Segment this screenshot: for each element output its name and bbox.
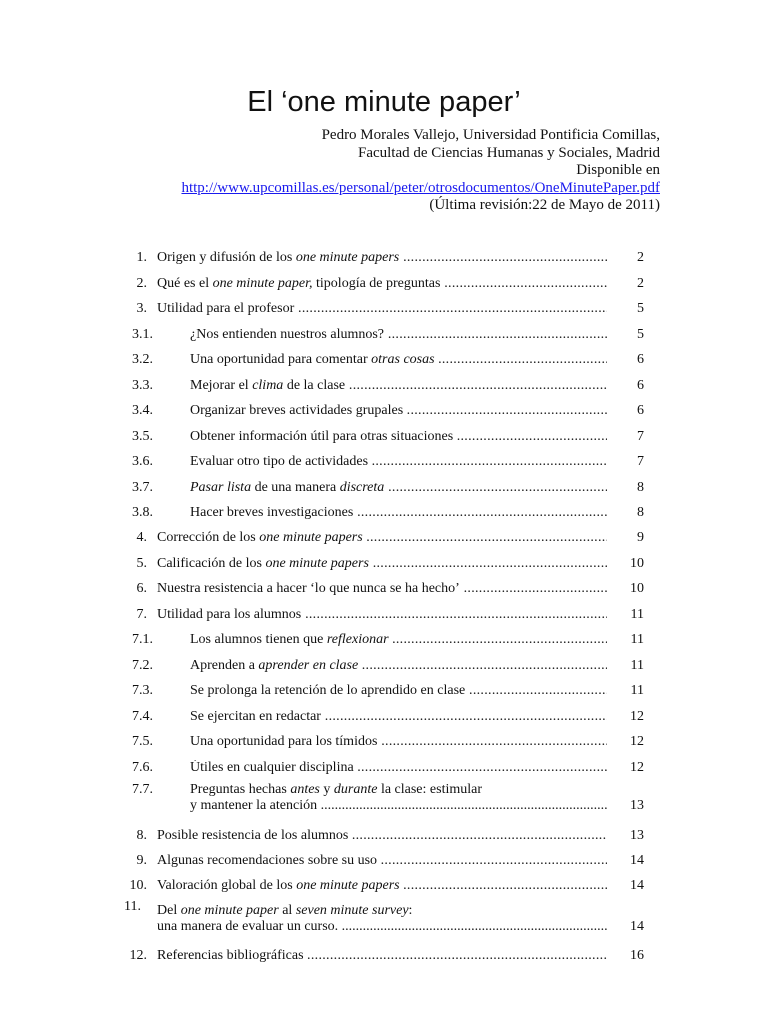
toc-entry-title xyxy=(190,480,607,496)
toc-entry-text xyxy=(363,530,367,545)
toc-entry-title xyxy=(190,658,607,674)
toc-entry-page-number: 11 xyxy=(630,657,644,673)
toc-entry-number: 9. xyxy=(136,853,147,868)
toc-entry-number: 7.6. xyxy=(132,759,153,775)
toc-entry-title xyxy=(190,429,607,445)
document-title: El ‘one minute paper’ xyxy=(247,86,521,118)
toc-entry-page-number: 14 xyxy=(630,919,644,934)
toc-entry-title xyxy=(190,709,607,725)
toc-entry-text: one minute papers xyxy=(295,250,400,265)
toc-entry-number: 12. xyxy=(129,948,147,963)
toc-entry-title xyxy=(157,878,607,894)
toc-entry-page-number: 7 xyxy=(637,454,644,469)
toc-entry-text: : xyxy=(408,903,413,918)
toc-entry-text: aprender en clase xyxy=(258,657,359,673)
toc-entry-text: Posible resistencia de los alumnos xyxy=(157,827,352,843)
toc-entry-page-number: 16 xyxy=(630,948,644,963)
toc-entry-title xyxy=(190,683,607,699)
toc-entry-text: Se prolonga la retención de lo aprendido en clase xyxy=(190,683,466,698)
toc-entry-number: 3.7. xyxy=(132,479,153,495)
toc-entry-page-number: 6 xyxy=(637,403,644,418)
toc-entry-number: 2. xyxy=(136,275,147,291)
toc-entry-number: 3. xyxy=(136,301,147,316)
toc-entry-number: 10. xyxy=(129,878,147,893)
toc-entry-text: tipología de preguntas xyxy=(312,275,441,291)
toc-entry-title xyxy=(157,250,607,266)
toc-entry-number: 7.3. xyxy=(132,683,153,698)
toc-entry-page-number: 6 xyxy=(637,352,644,367)
toc-entry-text: Útiles en cualquier disciplina xyxy=(190,759,358,775)
toc-entry-text: Referencias bibliográficas xyxy=(157,948,308,963)
toc-entry-number: 4. xyxy=(136,530,147,545)
toc-entry-text: Valoración global de los xyxy=(157,878,297,893)
toc-entry-text: Organizar breves actividades grupales xyxy=(190,403,407,418)
author-line: Pedro Morales Vallejo, Universidad Pontificia Comillas, xyxy=(321,127,660,143)
toc-entry-number: 6. xyxy=(136,581,147,596)
toc-entry-text: one minute paper xyxy=(180,903,279,918)
toc-entry-title xyxy=(190,760,607,776)
toc-entry-page-number: 6 xyxy=(637,377,644,393)
toc-entry-title xyxy=(190,782,607,816)
toc-entry-text: discreta xyxy=(339,479,385,495)
toc-entry-text: Nuestra resistencia a hacer ‘lo que nunca se ha hecho’ xyxy=(157,581,460,596)
toc-entry-text: clima xyxy=(252,377,284,393)
toc-entry-text: de la clase xyxy=(283,377,346,393)
toc-entry-text: reflexionar xyxy=(326,632,389,647)
toc-entry-page-number: 13 xyxy=(630,827,644,843)
document-url-link[interactable]: http://www.upcomillas.es/personal/peter/otrosdocumentos/OneMinutePaper.pdf xyxy=(181,179,660,196)
toc-entry-number: 7.1. xyxy=(132,632,153,647)
toc-entry-page-number: 5 xyxy=(637,326,644,342)
toc-entry-title xyxy=(190,454,607,470)
toc-entry-text: Hacer breves investigaciones xyxy=(190,505,354,520)
toc-entry-number: 7.7. xyxy=(132,782,153,797)
toc-entry-title xyxy=(157,853,607,869)
toc-entry-text xyxy=(389,632,393,647)
toc-entry-number: 7.4. xyxy=(132,708,153,724)
toc-entry-number: 3.4. xyxy=(132,403,153,418)
toc-entry-text: y xyxy=(319,782,334,797)
toc-entry-title xyxy=(157,948,607,964)
toc-entry-text: one minute papers xyxy=(296,878,400,893)
toc-entry-number: 8. xyxy=(136,827,147,843)
toc-entry-text: Los alumnos tienen que xyxy=(190,632,327,647)
toc-entry-number: 3.6. xyxy=(132,454,153,469)
toc-entry-number: 3.3. xyxy=(132,377,153,393)
toc-entry-text: one minute papers xyxy=(259,530,363,545)
toc-entry-text: Se ejercitan en redactar xyxy=(190,708,321,724)
faculty-line: Facultad de Ciencias Humanas y Sociales, Madrid xyxy=(357,144,660,161)
toc-entry-title xyxy=(157,276,607,292)
toc-entry-text: Qué es el xyxy=(157,275,213,291)
toc-entry-text: otras cosas xyxy=(371,352,435,367)
toc-entry-text: la clase: estimular xyxy=(377,782,483,797)
toc-entry-text: al xyxy=(278,903,296,918)
toc-entry-page-number: 12 xyxy=(630,734,644,749)
toc-entry-number: 7.2. xyxy=(132,657,153,673)
toc-entry-title xyxy=(190,632,607,648)
toc-entry-page-number: 11 xyxy=(630,683,644,698)
available-line: Disponible en xyxy=(576,162,660,178)
toc-entry-page-number: 8 xyxy=(637,505,644,520)
toc-entry-page-number: 2 xyxy=(637,250,644,265)
toc-entry-title xyxy=(157,556,607,572)
toc-entry-number: 3.5. xyxy=(132,428,153,444)
toc-entry-text: Una oportunidad para los tímidos xyxy=(190,734,378,749)
toc-entry-title xyxy=(190,403,607,419)
toc-entry-text: seven minute survey xyxy=(295,903,409,918)
document-header xyxy=(181,127,660,215)
toc-entry-number: 3.1. xyxy=(132,326,153,342)
toc-entry-page-number: 2 xyxy=(637,275,644,291)
toc-entry-text: Utilidad para los alumnos xyxy=(157,606,302,622)
toc-entry-text: Del xyxy=(157,903,181,918)
toc-entry-number: 3.8. xyxy=(132,505,153,520)
toc-entry-title xyxy=(190,734,607,750)
toc-entry-title xyxy=(157,607,607,623)
toc-entry-text: Utilidad para el profesor xyxy=(157,301,295,316)
toc-entry-number: 3.2. xyxy=(132,352,153,367)
toc-entry-page-number: 13 xyxy=(630,798,644,813)
toc-entry-title xyxy=(157,301,607,317)
toc-entry-title xyxy=(190,352,607,368)
toc-entry-text: una manera de evaluar un curso. xyxy=(157,919,342,934)
toc-entry-text: ¿Nos entienden nuestros alumnos? xyxy=(190,326,385,342)
toc-entry-text: Algunas recomendaciones sobre su uso xyxy=(157,853,381,868)
toc-entry-page-number: 11 xyxy=(630,632,644,647)
toc-entry-number: 1. xyxy=(136,250,147,265)
toc-entry-number: 5. xyxy=(136,555,147,571)
toc-entry-title xyxy=(190,378,607,394)
toc-entry-number: 11. xyxy=(124,899,141,914)
toc-entry-title xyxy=(157,828,607,844)
toc-entry-title xyxy=(157,530,607,546)
toc-entry-number: 7. xyxy=(136,606,147,622)
toc-entry-page-number: 10 xyxy=(630,581,644,596)
toc-entry-text: y mantener la atención xyxy=(190,798,318,813)
toc-entry-text: durante xyxy=(333,782,378,797)
toc-entry-page-number: 12 xyxy=(630,708,644,724)
toc-entry-text: Aprenden a xyxy=(190,657,259,673)
toc-entry-page-number: 8 xyxy=(637,479,644,495)
toc-entry-text: Calificación de los xyxy=(157,555,266,571)
toc-entry-text xyxy=(435,352,439,367)
toc-entry-text xyxy=(358,658,362,673)
toc-entry-text: Obtener información útil para otras situaciones xyxy=(190,428,457,444)
toc-entry-text xyxy=(400,878,404,893)
toc-entry-title xyxy=(190,327,607,343)
toc-entry-text: one minute paper, xyxy=(212,275,313,291)
toc-entry-text: Una oportunidad para comentar xyxy=(190,352,372,367)
toc-entry-title xyxy=(157,581,607,597)
toc-entry-number: 7.5. xyxy=(132,734,153,749)
toc-entry-text: Preguntas hechas xyxy=(190,782,291,797)
toc-entry-text: Origen y difusión de los xyxy=(157,250,296,265)
toc-entry-text: Corrección de los xyxy=(157,530,260,545)
toc-entry-page-number: 14 xyxy=(630,853,644,868)
toc-entry-text: antes xyxy=(290,782,320,797)
toc-entry-text: one minute papers xyxy=(265,555,369,571)
toc-entry-page-number: 9 xyxy=(637,530,644,545)
toc-entry-page-number: 14 xyxy=(630,878,644,893)
toc-entry-page-number: 7 xyxy=(637,428,644,444)
toc-entry-text: Evaluar otro tipo de actividades xyxy=(190,454,372,469)
toc-entry-text: Mejorar el xyxy=(190,377,253,393)
toc-entry-page-number: 5 xyxy=(637,301,644,316)
toc-entry-title xyxy=(190,505,607,521)
toc-entry-text: Pasar lista xyxy=(190,479,252,495)
toc-entry-page-number: 10 xyxy=(630,555,644,571)
revision-line: (Última revisión:22 de Mayo de 2011) xyxy=(429,197,660,213)
toc-entry-page-number: 11 xyxy=(630,606,644,622)
toc-entry-page-number: 12 xyxy=(630,759,644,775)
toc-entry-text: de una manera xyxy=(251,479,340,495)
toc-entry-title xyxy=(157,903,607,937)
